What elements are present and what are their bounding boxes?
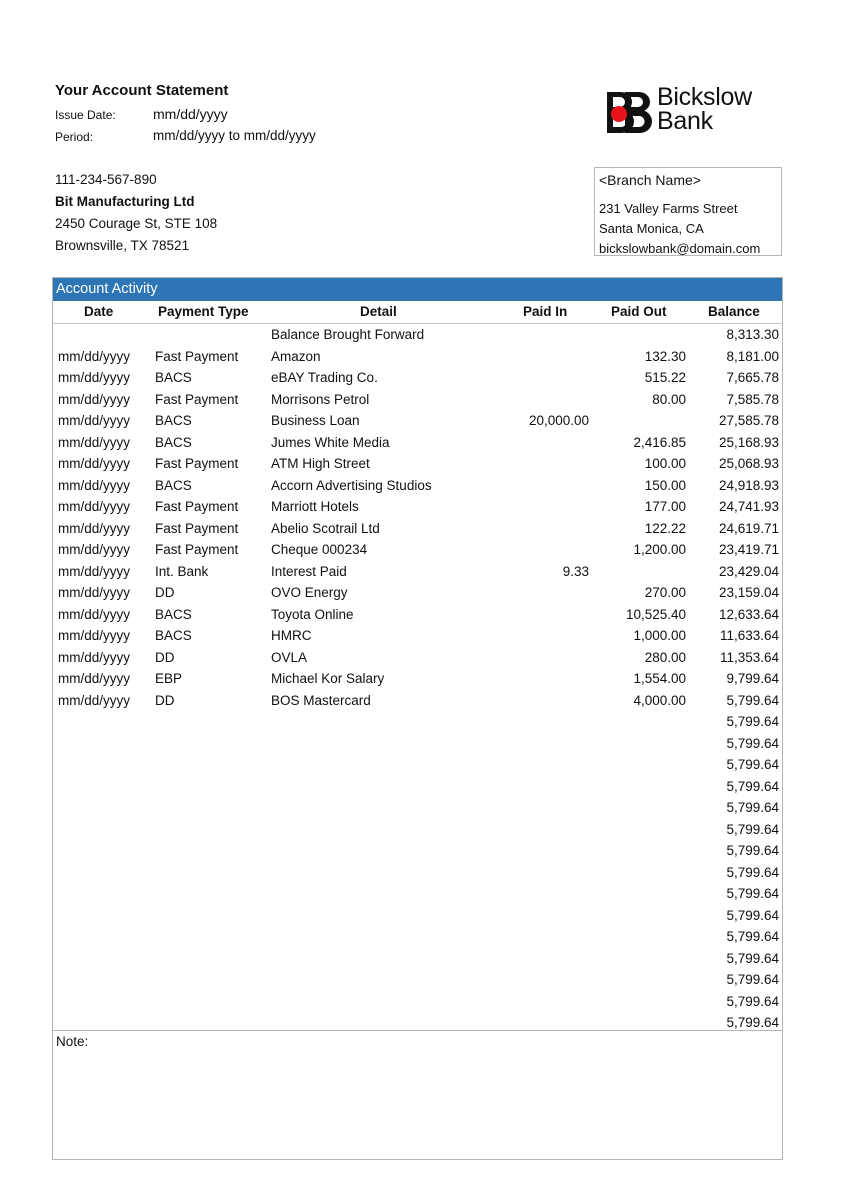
row-detail: Cheque 000234 — [271, 542, 368, 557]
row-paid-in: 20,000.00 — [528, 413, 589, 428]
table-row — [53, 604, 782, 626]
row-detail: OVLA — [271, 649, 308, 665]
account-number: 111-234-567-890 — [55, 172, 157, 187]
row-balance: 9,799.64 — [726, 671, 779, 686]
branch-box — [594, 167, 782, 256]
table-row — [53, 647, 782, 669]
row-balance: 8,313.30 — [726, 327, 779, 342]
row-payment-type: Fast Payment — [155, 499, 239, 514]
table-header — [53, 301, 782, 324]
account-activity-table — [52, 277, 783, 1031]
row-paid-out: 280.00 — [644, 649, 686, 665]
bank-logo-mark-icon — [605, 88, 655, 138]
table-row — [53, 883, 782, 905]
row-date: mm/dd/yyyy — [58, 391, 131, 407]
row-paid-out: 515.22 — [644, 370, 686, 385]
bank-logo-line1: Bickslow — [657, 83, 752, 111]
col-balance: Balance — [708, 304, 760, 319]
table-row — [53, 776, 782, 798]
row-detail: Amazon — [271, 348, 321, 364]
row-paid-out: 2,416.85 — [633, 434, 686, 450]
bank-logo-line2: Bank — [657, 107, 713, 135]
row-balance: 23,159.04 — [718, 585, 779, 600]
row-paid-out: 4,000.00 — [633, 692, 686, 708]
table-row — [53, 926, 782, 948]
table-row — [53, 582, 782, 604]
table-row — [53, 410, 782, 432]
row-balance: 24,918.93 — [718, 477, 779, 493]
table-row — [53, 969, 782, 991]
period-value: mm/dd/yyyy to mm/dd/yyyy — [153, 128, 316, 143]
row-paid-out: 80.00 — [652, 391, 686, 407]
row-paid-out: 1,554.00 — [633, 671, 686, 686]
table-row — [53, 389, 782, 411]
note-label: Note: — [56, 1034, 89, 1049]
note-box — [52, 1031, 783, 1160]
row-detail: Jumes White Media — [271, 434, 390, 450]
row-balance: 5,799.64 — [726, 972, 779, 987]
row-balance: 8,181.00 — [726, 348, 779, 364]
row-detail: Interest Paid — [271, 563, 347, 579]
bank-logo-text — [657, 85, 752, 133]
row-paid-out: 1,000.00 — [633, 628, 686, 643]
row-balance: 5,799.64 — [726, 886, 779, 901]
row-balance: 7,585.78 — [726, 391, 779, 407]
row-detail: Abelio Scotrail Ltd — [271, 520, 380, 536]
row-balance: 11,353.64 — [719, 649, 779, 665]
row-detail: Toyota Online — [271, 606, 354, 622]
row-detail: BOS Mastercard — [271, 692, 371, 708]
table-row — [53, 625, 782, 647]
col-payment-type: Payment Type — [158, 304, 249, 319]
row-paid-out: 270.00 — [644, 585, 686, 600]
row-date: mm/dd/yyyy — [58, 585, 131, 600]
row-paid-out: 177.00 — [644, 499, 686, 514]
table-row — [53, 346, 782, 368]
account-activity-title: Account Activity — [53, 278, 782, 301]
row-balance: 24,619.71 — [718, 520, 779, 536]
row-balance: 5,799.64 — [726, 864, 779, 880]
row-date: mm/dd/yyyy — [58, 563, 131, 579]
row-balance: 12,633.64 — [718, 606, 779, 622]
branch-email: bickslowbank@domain.com — [599, 241, 761, 256]
row-balance: 5,799.64 — [726, 735, 779, 751]
customer-street: 2450 Courage St, STE 108 — [55, 216, 218, 231]
table-row — [53, 690, 782, 712]
row-detail: eBAY Trading Co. — [271, 370, 378, 385]
row-balance: 5,799.64 — [726, 800, 779, 815]
row-detail: Marriott Hotels — [271, 499, 359, 514]
table-row — [53, 905, 782, 927]
row-date: mm/dd/yyyy — [58, 434, 131, 450]
table-row — [53, 539, 782, 561]
row-payment-type: Fast Payment — [155, 520, 239, 536]
table-row — [53, 948, 782, 970]
row-balance: 27,585.78 — [718, 413, 779, 428]
row-detail: Balance Brought Forward — [271, 327, 425, 342]
row-date: mm/dd/yyyy — [58, 542, 131, 557]
branch-street: 231 Valley Farms Street — [599, 201, 738, 216]
table-row — [53, 754, 782, 776]
row-date: mm/dd/yyyy — [58, 499, 131, 514]
row-paid-out: 122.22 — [644, 520, 686, 536]
row-payment-type: DD — [155, 585, 175, 600]
row-balance: 25,068.93 — [718, 456, 779, 471]
table-row — [53, 432, 782, 454]
row-paid-in: 9.33 — [562, 563, 589, 579]
row-payment-type: BACS — [155, 434, 192, 450]
table-row — [53, 324, 782, 346]
table-row — [53, 862, 782, 884]
row-paid-out: 150.00 — [644, 477, 686, 493]
row-paid-out: 1,200.00 — [633, 542, 686, 557]
row-balance: 5,799.64 — [726, 950, 779, 966]
issue-date-value: mm/dd/yyyy — [153, 106, 228, 122]
row-date: mm/dd/yyyy — [58, 477, 131, 493]
table-row — [53, 797, 782, 819]
table-row — [53, 518, 782, 540]
branch-city: Santa Monica, CA — [599, 221, 704, 236]
table-row — [53, 561, 782, 583]
row-balance: 5,799.64 — [726, 843, 779, 858]
row-date: mm/dd/yyyy — [58, 649, 131, 665]
row-detail: Accorn Advertising Studios — [271, 477, 432, 493]
row-date: mm/dd/yyyy — [58, 348, 131, 364]
row-balance: 5,799.64 — [726, 993, 779, 1009]
row-balance: 5,799.64 — [726, 929, 779, 944]
table-row — [53, 733, 782, 755]
row-balance: 5,799.64 — [726, 1015, 779, 1030]
issue-date-label: Issue Date: — [55, 108, 116, 122]
row-balance: 23,429.04 — [718, 563, 779, 579]
row-payment-type: EBP — [155, 671, 183, 686]
row-balance: 7,665.78 — [726, 370, 779, 385]
table-row — [53, 496, 782, 518]
customer-city: Brownsville, TX 78521 — [55, 238, 190, 253]
row-date: mm/dd/yyyy — [58, 413, 131, 428]
table-row — [53, 668, 782, 690]
row-payment-type: Fast Payment — [155, 456, 239, 471]
table-row — [53, 453, 782, 475]
branch-name: <Branch Name> — [599, 172, 701, 188]
row-payment-type: Fast Payment — [155, 391, 239, 407]
row-balance: 5,799.64 — [726, 778, 779, 794]
table-row — [53, 840, 782, 862]
row-payment-type: BACS — [155, 606, 192, 622]
row-payment-type: BACS — [155, 413, 192, 428]
table-row — [53, 819, 782, 841]
row-payment-type: DD — [155, 692, 175, 708]
row-payment-type: DD — [155, 649, 175, 665]
row-detail: OVO Energy — [271, 585, 348, 600]
table-body — [53, 324, 782, 1034]
row-date: mm/dd/yyyy — [58, 692, 131, 708]
customer-name: Bit Manufacturing Ltd — [55, 194, 195, 209]
row-paid-out: 100.00 — [644, 456, 686, 471]
row-detail: HMRC — [271, 628, 312, 643]
row-payment-type: Fast Payment — [155, 542, 239, 557]
row-date: mm/dd/yyyy — [58, 628, 131, 643]
row-balance: 5,799.64 — [726, 757, 779, 772]
table-row — [53, 367, 782, 389]
col-paid-in: Paid In — [523, 304, 568, 319]
row-date: mm/dd/yyyy — [58, 370, 131, 385]
row-balance: 11,633.64 — [719, 628, 779, 643]
row-detail: Morrisons Petrol — [271, 391, 370, 407]
table-row — [53, 991, 782, 1013]
table-row — [53, 475, 782, 497]
row-payment-type: Fast Payment — [155, 348, 239, 364]
row-payment-type: BACS — [155, 370, 192, 385]
row-date: mm/dd/yyyy — [58, 456, 131, 471]
row-payment-type: Int. Bank — [155, 563, 209, 579]
row-paid-out: 10,525.40 — [625, 606, 686, 622]
row-balance: 24,741.93 — [718, 499, 779, 514]
period-label: Period: — [55, 130, 94, 144]
col-detail: Detail — [360, 304, 397, 319]
row-paid-out: 132.30 — [644, 348, 686, 364]
row-date: mm/dd/yyyy — [58, 606, 131, 622]
row-balance: 5,799.64 — [726, 714, 779, 729]
row-balance: 23,419.71 — [718, 542, 779, 557]
row-detail: Michael Kor Salary — [271, 671, 385, 686]
statement-title: Your Account Statement — [55, 82, 229, 99]
row-detail: ATM High Street — [271, 456, 370, 471]
row-date: mm/dd/yyyy — [58, 671, 131, 686]
row-balance: 5,799.64 — [726, 821, 779, 837]
row-payment-type: BACS — [155, 628, 192, 643]
row-payment-type: BACS — [155, 477, 192, 493]
row-date: mm/dd/yyyy — [58, 520, 131, 536]
col-paid-out: Paid Out — [611, 304, 667, 319]
row-balance: 25,168.93 — [718, 434, 779, 450]
row-balance: 5,799.64 — [726, 692, 779, 708]
row-balance: 5,799.64 — [726, 907, 779, 923]
table-row — [53, 711, 782, 733]
row-detail: Business Loan — [271, 413, 360, 428]
bank-logo — [605, 83, 785, 138]
col-date: Date — [84, 304, 114, 319]
